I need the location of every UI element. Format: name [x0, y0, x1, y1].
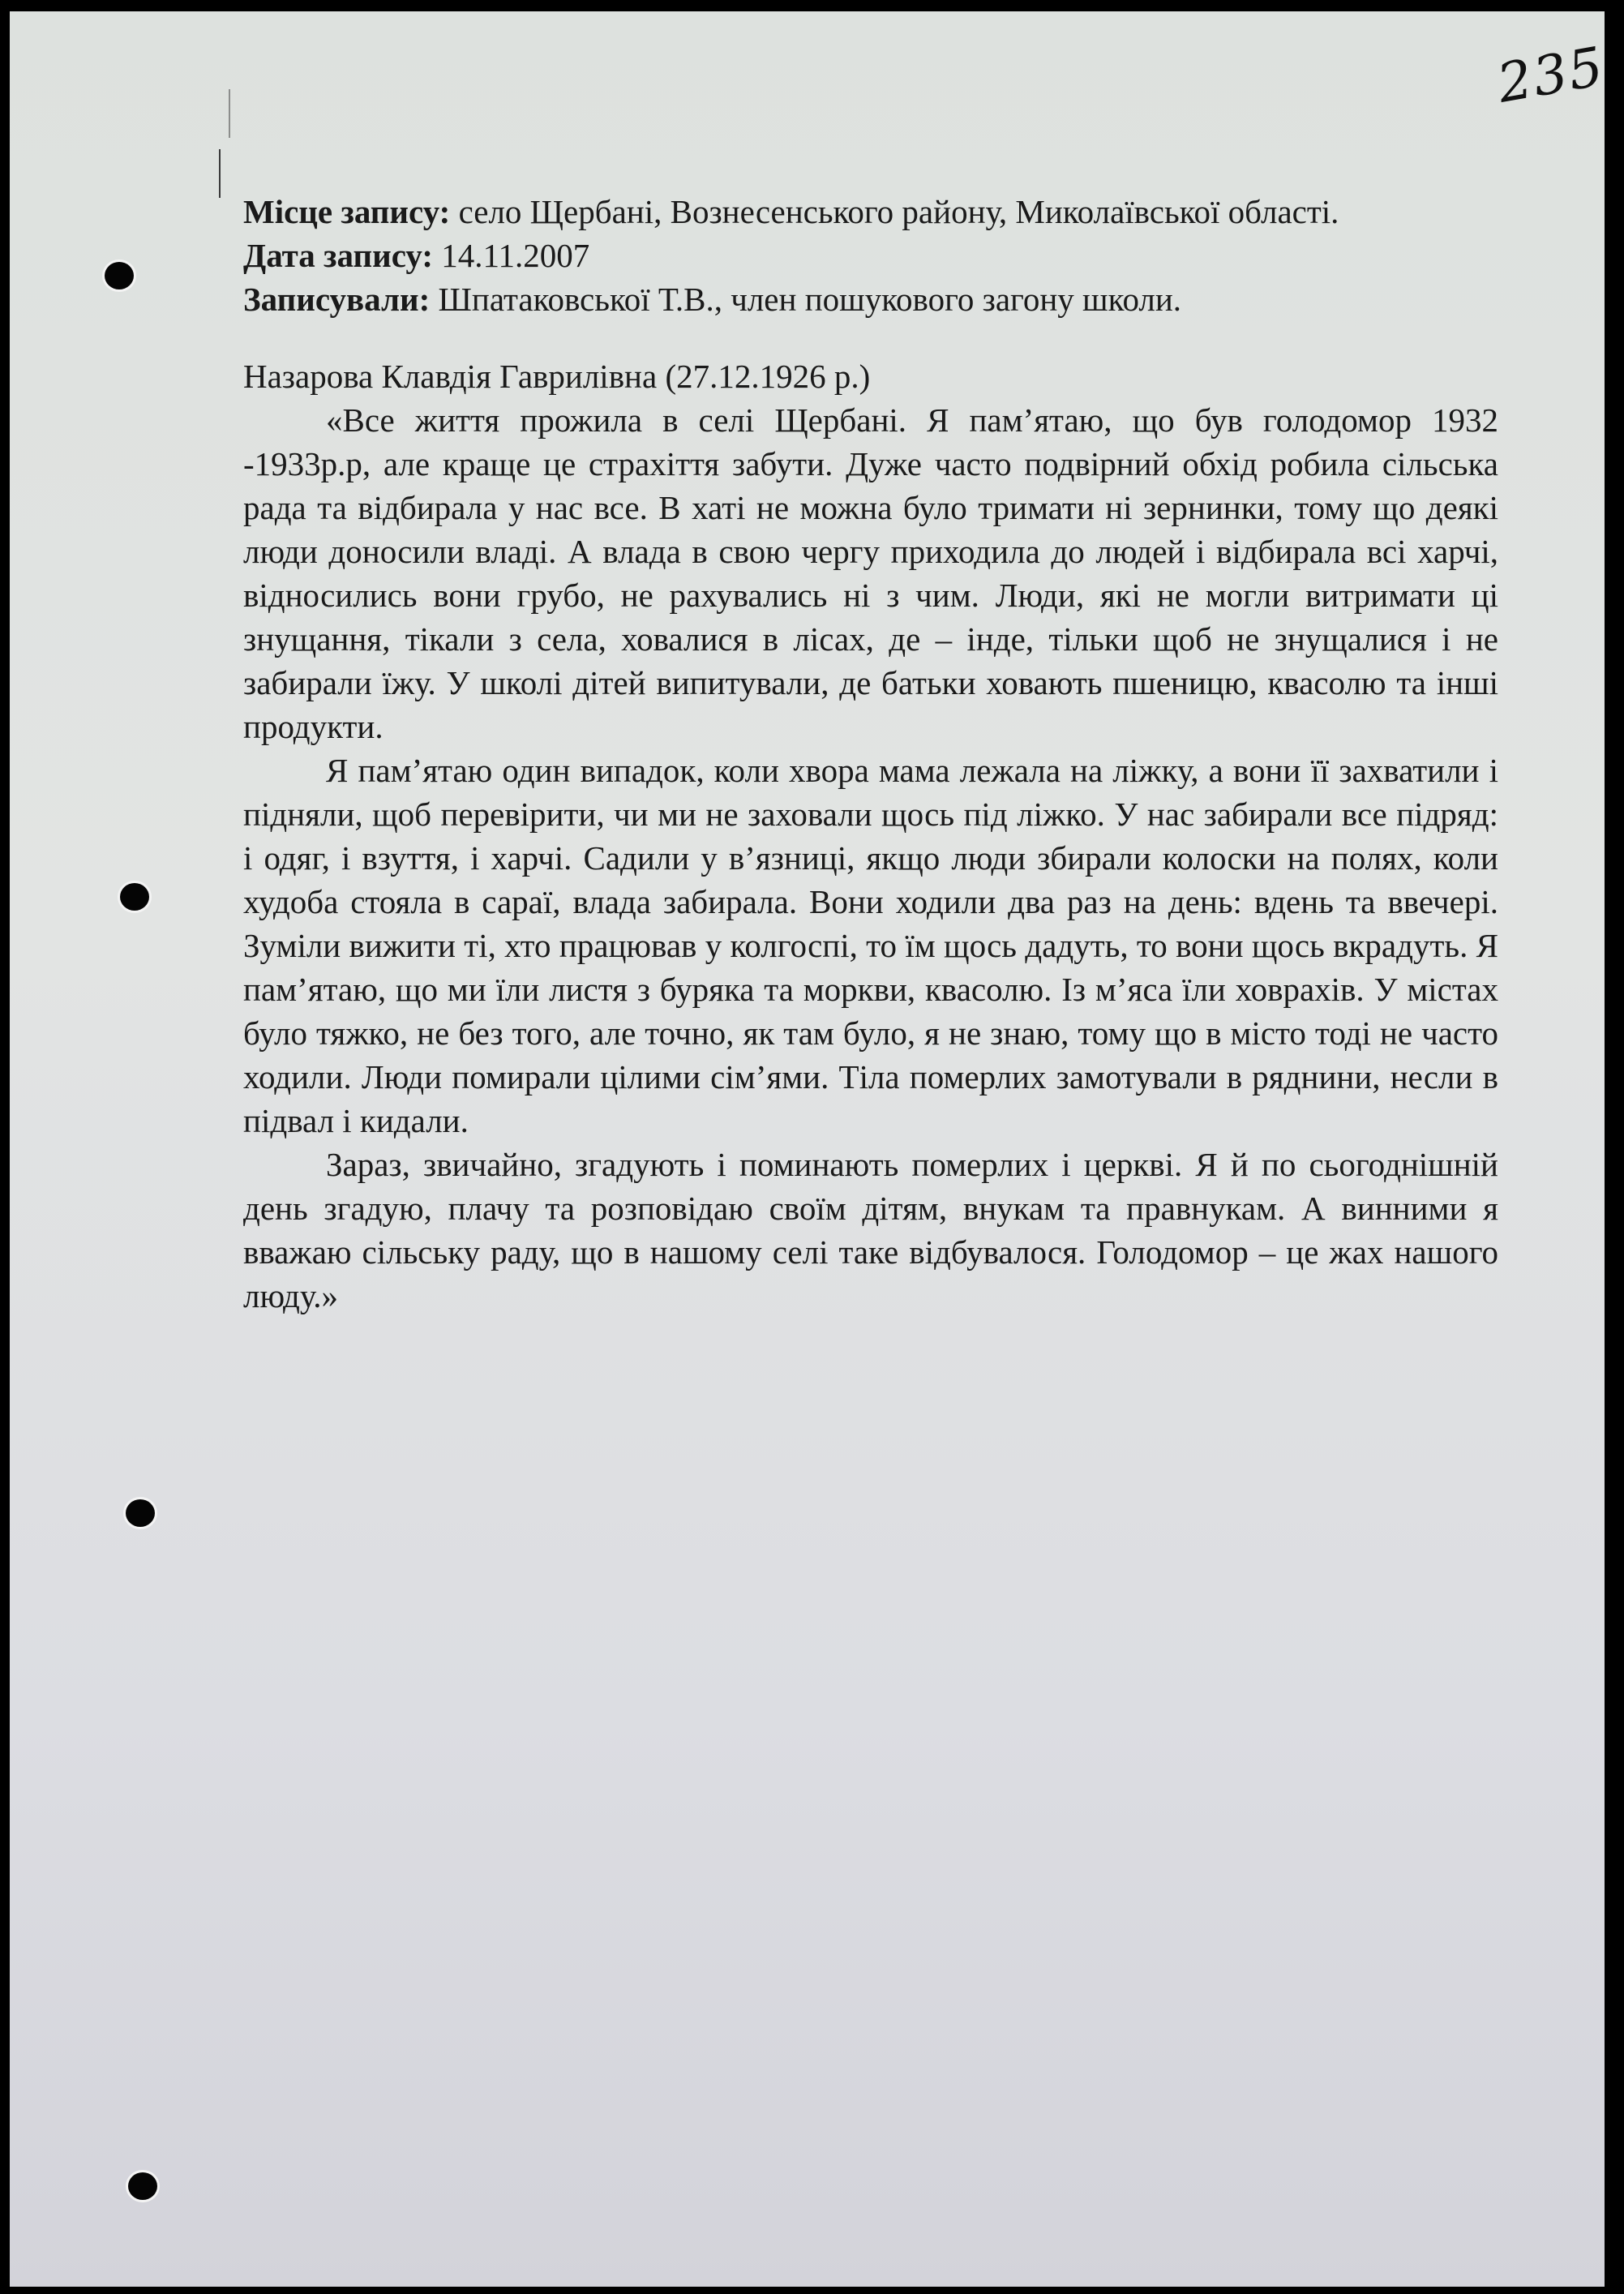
handwritten-page-number: 235: [1493, 35, 1609, 115]
scan-mark: [219, 149, 221, 198]
record-date: [243, 234, 1498, 277]
document-body: [243, 190, 1498, 1318]
testimony-paragraph: Я пам’ятаю один випадок, коли хвора мама лежала на ліжку, а вони її захватили і підняли, щоб перевірити, чи ми не заховали щось під ліжко. У нас забирали все підряд: і одяг, і взуття, і харчі. Садили у в’язниці, якщо люди збирали колоски на полях, коли худоба стояла в сараї, влада забирала. Вони ходили два раз на день: вдень та ввечері. Зуміли вижити ті, хто працював у колгоспі, то їм щось дадуть, то вони щось вкрадуть. Я пам’ятаю, що ми їли листя з буряка та моркви, квасолю. Із м’яса їли ховрахів. У містах було тяжко, не без того, але точно, як там було, я не знаю, тому що в місто тоді не часто ходили. Люди помирали цілими сім’ями. Тіла померлих замотували в ряднини, несли в підвал і кидали.: [243, 752, 1498, 1139]
punch-hole: [128, 2172, 157, 2200]
record-place-label: Місце запису:: [243, 193, 451, 230]
testimony-paragraph: «Все життя прожила в селі Щербані. Я пам’ятаю, що був голодомор 1932 -1933р.р, але краще це страхіття забути. Дуже часто подвірний обхід робила сільська рада та відбирала у нас все. В хаті не можна було тримати ні зернинки, тому що деякі люди доносили владі. А влада в свою чергу приходила до людей і відбирала всі харчі, відносились вони грубо, не рахувались ні з чим. Люди, які не могли витримати ці знущання, тікали з села, ховалися в лісах, де – інде, тільки щоб не знущалися і не забирали їжу. У школі дітей випитували, де батьки ховають пшеницю, квасолю та інші продукти.: [243, 401, 1498, 745]
recorders-value: Шпатаковської Т.В., член пошукового загону школи.: [438, 281, 1182, 318]
recorders-label: Записували:: [243, 281, 431, 318]
record-date-value: 14.11.2007: [441, 237, 590, 274]
record-place: [243, 190, 1498, 234]
recorders: [243, 277, 1498, 321]
punch-hole: [126, 1499, 155, 1527]
punch-hole: [105, 262, 134, 289]
punch-hole: [120, 883, 149, 911]
testimony-paragraph: Зараз, звичайно, згадують і поминають померлих і церкві. Я й по сьогоднішній день згадую, плачу та розповідаю своїм дітям, внукам та правнукам. А винними я вважаю сільську раду, що в нашому селі таке відбувалося. Голодомор – це жах нашого люду.»: [243, 1146, 1498, 1314]
scan-mark: [229, 89, 230, 138]
record-place-value: село Щербані, Вознесенського району, Миколаївської області.: [458, 193, 1339, 230]
informant-name: Назарова Клавдія Гаврилівна (27.12.1926 р.): [243, 358, 871, 395]
record-date-label: Дата запису:: [243, 237, 433, 274]
document-page: [10, 11, 1609, 2287]
